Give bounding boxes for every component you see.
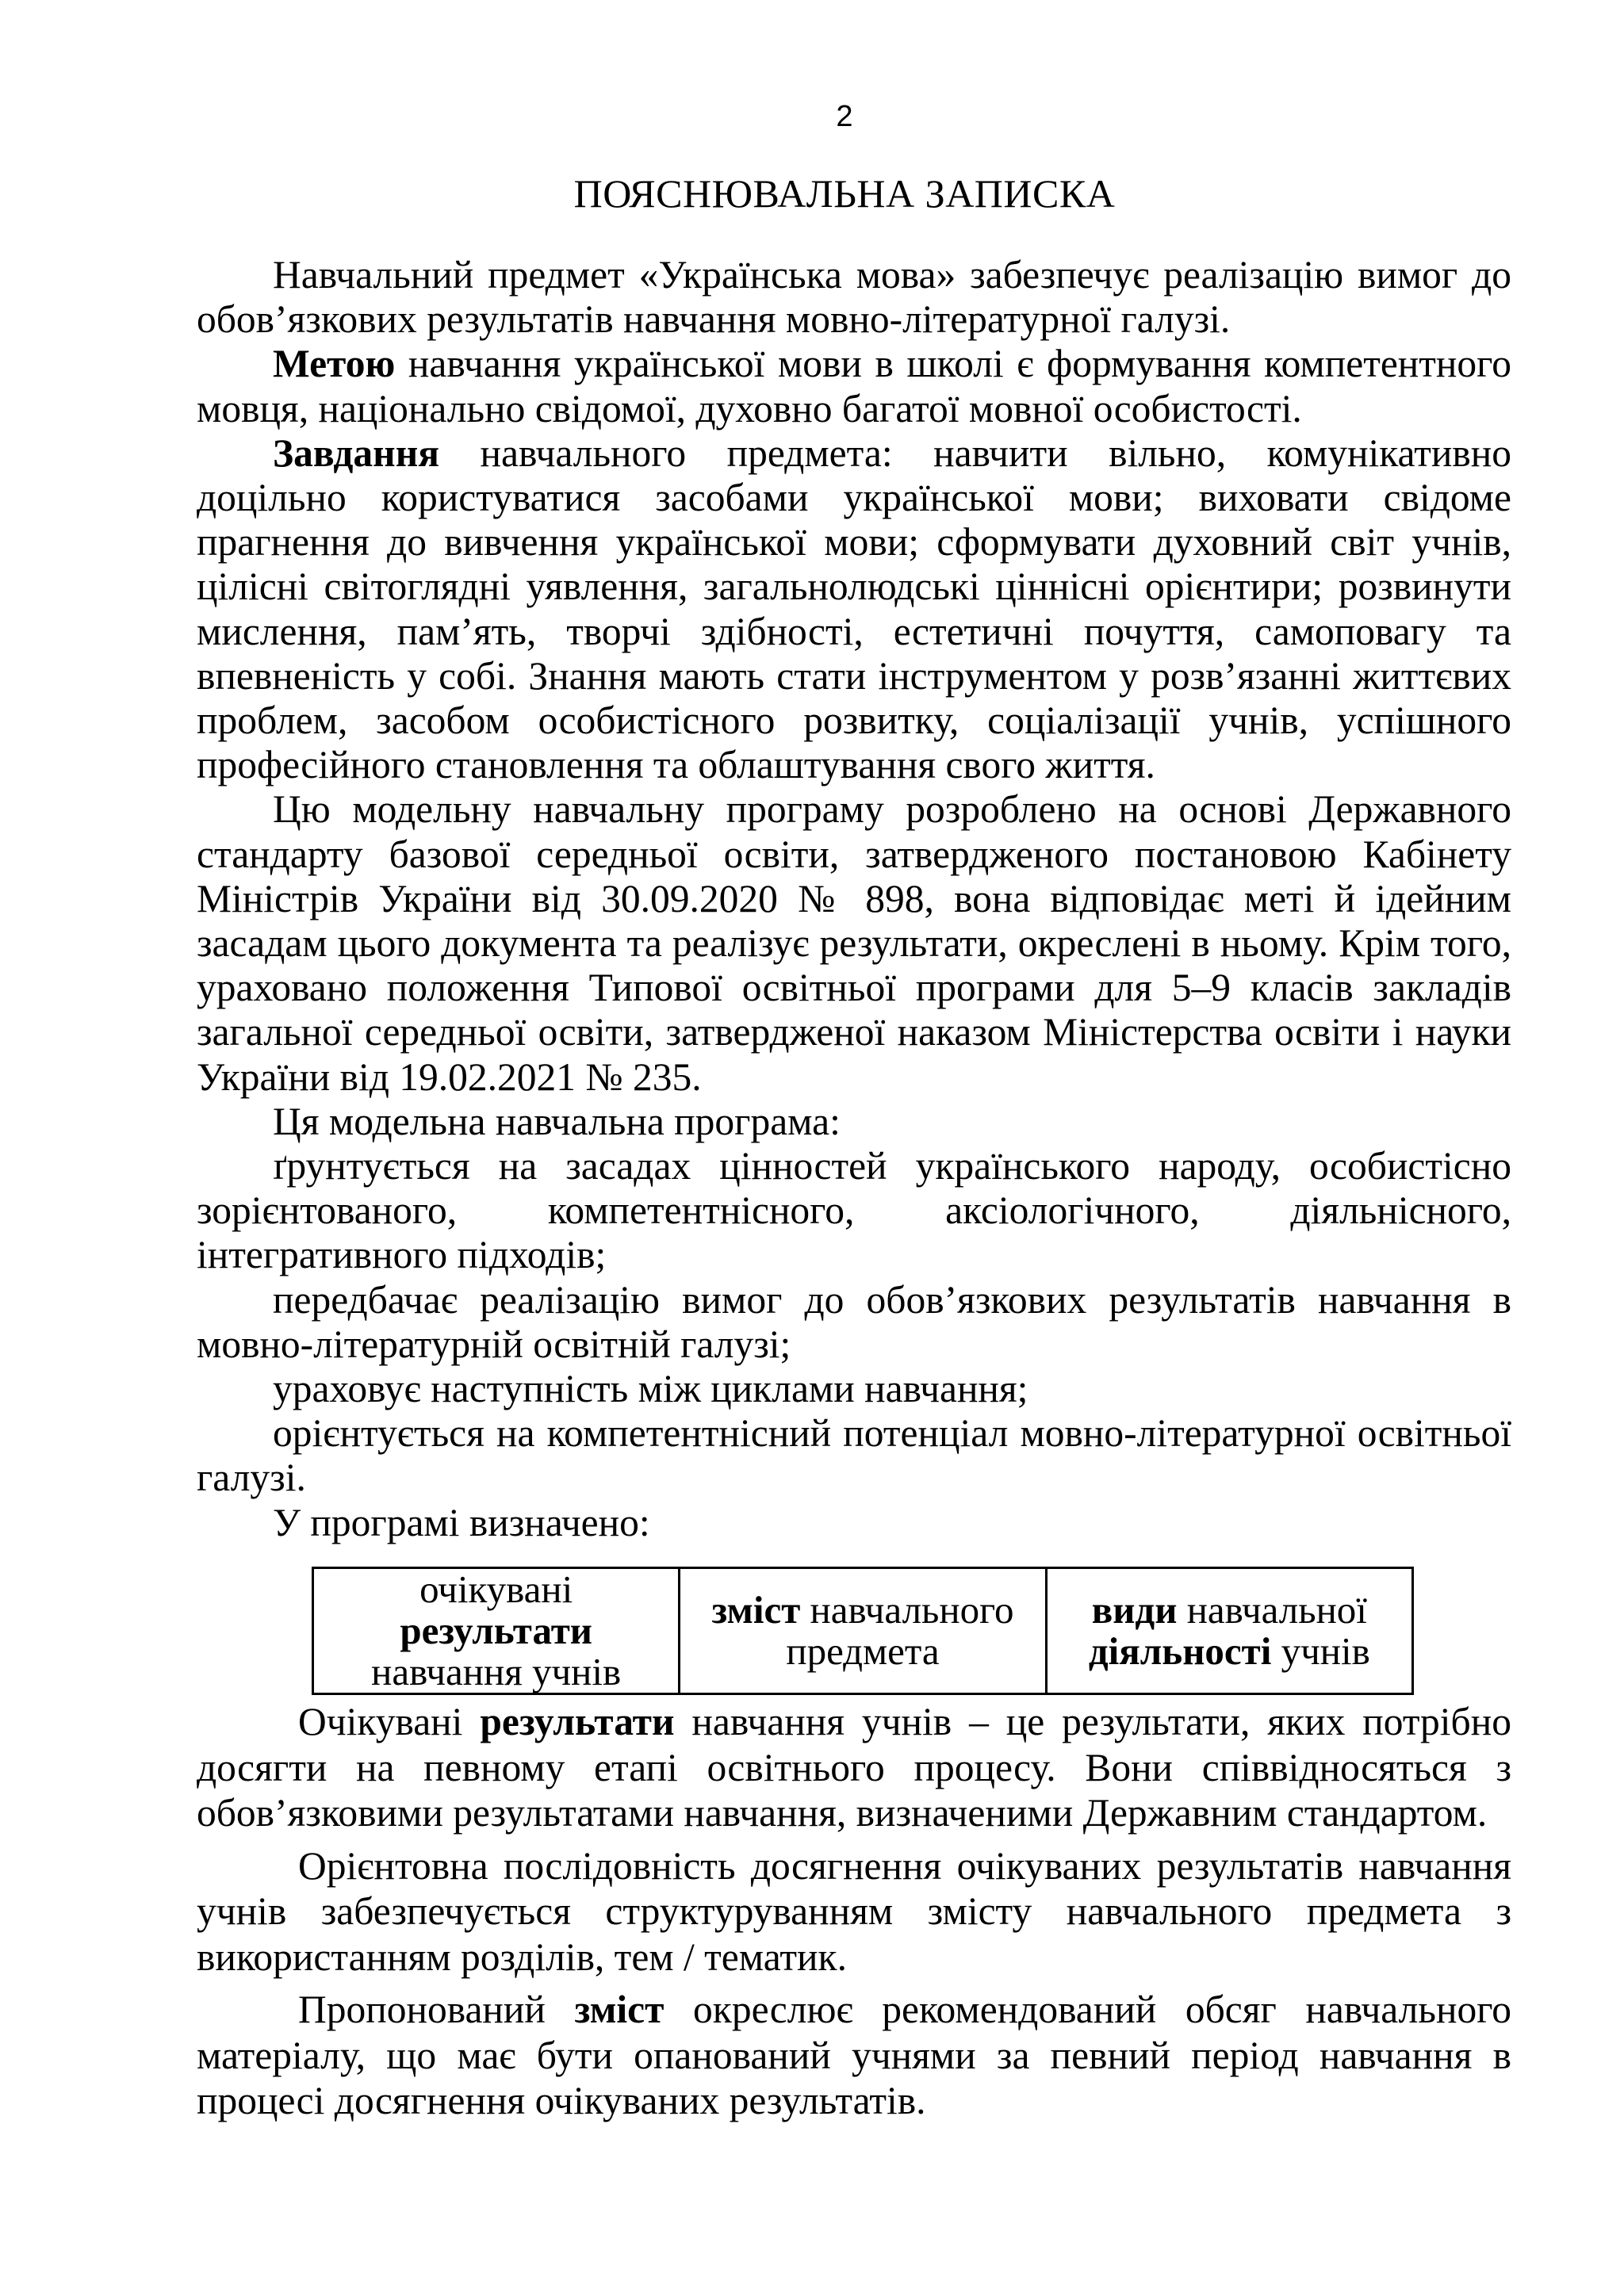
table-row [313,1568,1413,1694]
paragraph-defined: У програмі визначено: [273,1500,650,1544]
list-item: передбачає реалізацію вимог до обов’язкових результатів навчання в мовно-літературній освітній галузі; [197,1277,1511,1366]
goal-text: навчання української мови в школі є формування компетентного мовця, національно свідомої, духовно багатої мовної особистості. [197,342,1511,430]
explanatory-note-lower [197,1699,1511,2131]
paragraph-sequence: Орієнтовна послідовність досягнення очікуваних результатів навчання учнів забезпечується структуруванням змісту навчального предмета з використанням розділів, тем / тематик. [197,1843,1511,1979]
list-item: ураховує наступність між циклами навчання; [273,1367,1028,1411]
tasks-term: Завдання [273,430,439,475]
goal-term: Метою [273,342,396,386]
table-cell-results: очікувані результати навчання учнів [313,1568,680,1694]
paragraph-subject: Навчальний предмет «Українська мова» забезпечує реалізацію вимог до обов’язкових результатів навчання мовно-літературної галузі. [197,253,1511,342]
paragraph-tasks [197,431,1511,788]
page-title: ПОЯСНЮВАЛЬНА ЗАПИСКА [573,171,1116,216]
table-cell-activities: види навчальної діяльності учнів [1046,1568,1412,1694]
page-number: 2 [836,100,853,133]
list-item: орієнтується на компетентнісний потенціал мовно-літературної освітньої галузі. [197,1411,1511,1500]
paragraph-basis: Цю модельну навчальну програму розроблено на основі Державного стандарту базової середньої освіти, затвердженого постановою Кабінету Міністрів України від 30.09.2020 № 898, вона відповідає меті й ідейним засадам цього документа та реалізує результати, окреслені в ньому. Крім того, ураховано положення Типової освітньої програми для 5–9 класів закладів загальної середньої освіти, затвердженої наказом Міністерства освіти і науки України від 19.02.2021 № 235. [197,787,1511,1099]
paragraph-content: Пропонований зміст окреслює рекомендований обсяг навчального матеріалу, що має бути опанований учнями за певний період навчання в процесі досягнення очікуваних результатів. [197,1988,1512,2122]
tasks-text: навчального предмета: навчити вільно, комунікативно доцільно користуватися засобами української мови; виховати свідоме прагнення до вивчення української мови; сформувати духовний світ учнів, цілісні світоглядні уявлення, загальнолюдські ціннісні орієнтири; розвинути мислення, пам’ять, творчі здібності, естетичні почуття, самоповагу та впевненість у собі. Знання мають стати інструментом у розв’язанні життєвих проблем, засобом особистісного розвитку, соціалізації учнів, успішного професійного становлення та облаштування свого життя. [197,430,1511,787]
explanatory-note-body [197,253,1511,1545]
paragraph-results: Очікувані результати навчання учнів – це результати, яких потрібно досягти на певному етапі освітнього процесу. Вони співвідносяться з обов’язковими результатами навчання, визначеними Державним стандартом. [197,1700,1511,1835]
list-item: ґрунтується на засадах цінностей українського народу, особистісно зорієнтованого, компетентнісного, аксіологічного, діяльнісного, інтегративного підходів; [197,1144,1511,1277]
paragraph-program-intro: Ця модельна навчальна програма: [273,1099,841,1143]
table-cell-content: зміст навчального предмета [680,1568,1046,1694]
paragraph-goal [197,342,1511,430]
program-components-table [312,1567,1414,1695]
